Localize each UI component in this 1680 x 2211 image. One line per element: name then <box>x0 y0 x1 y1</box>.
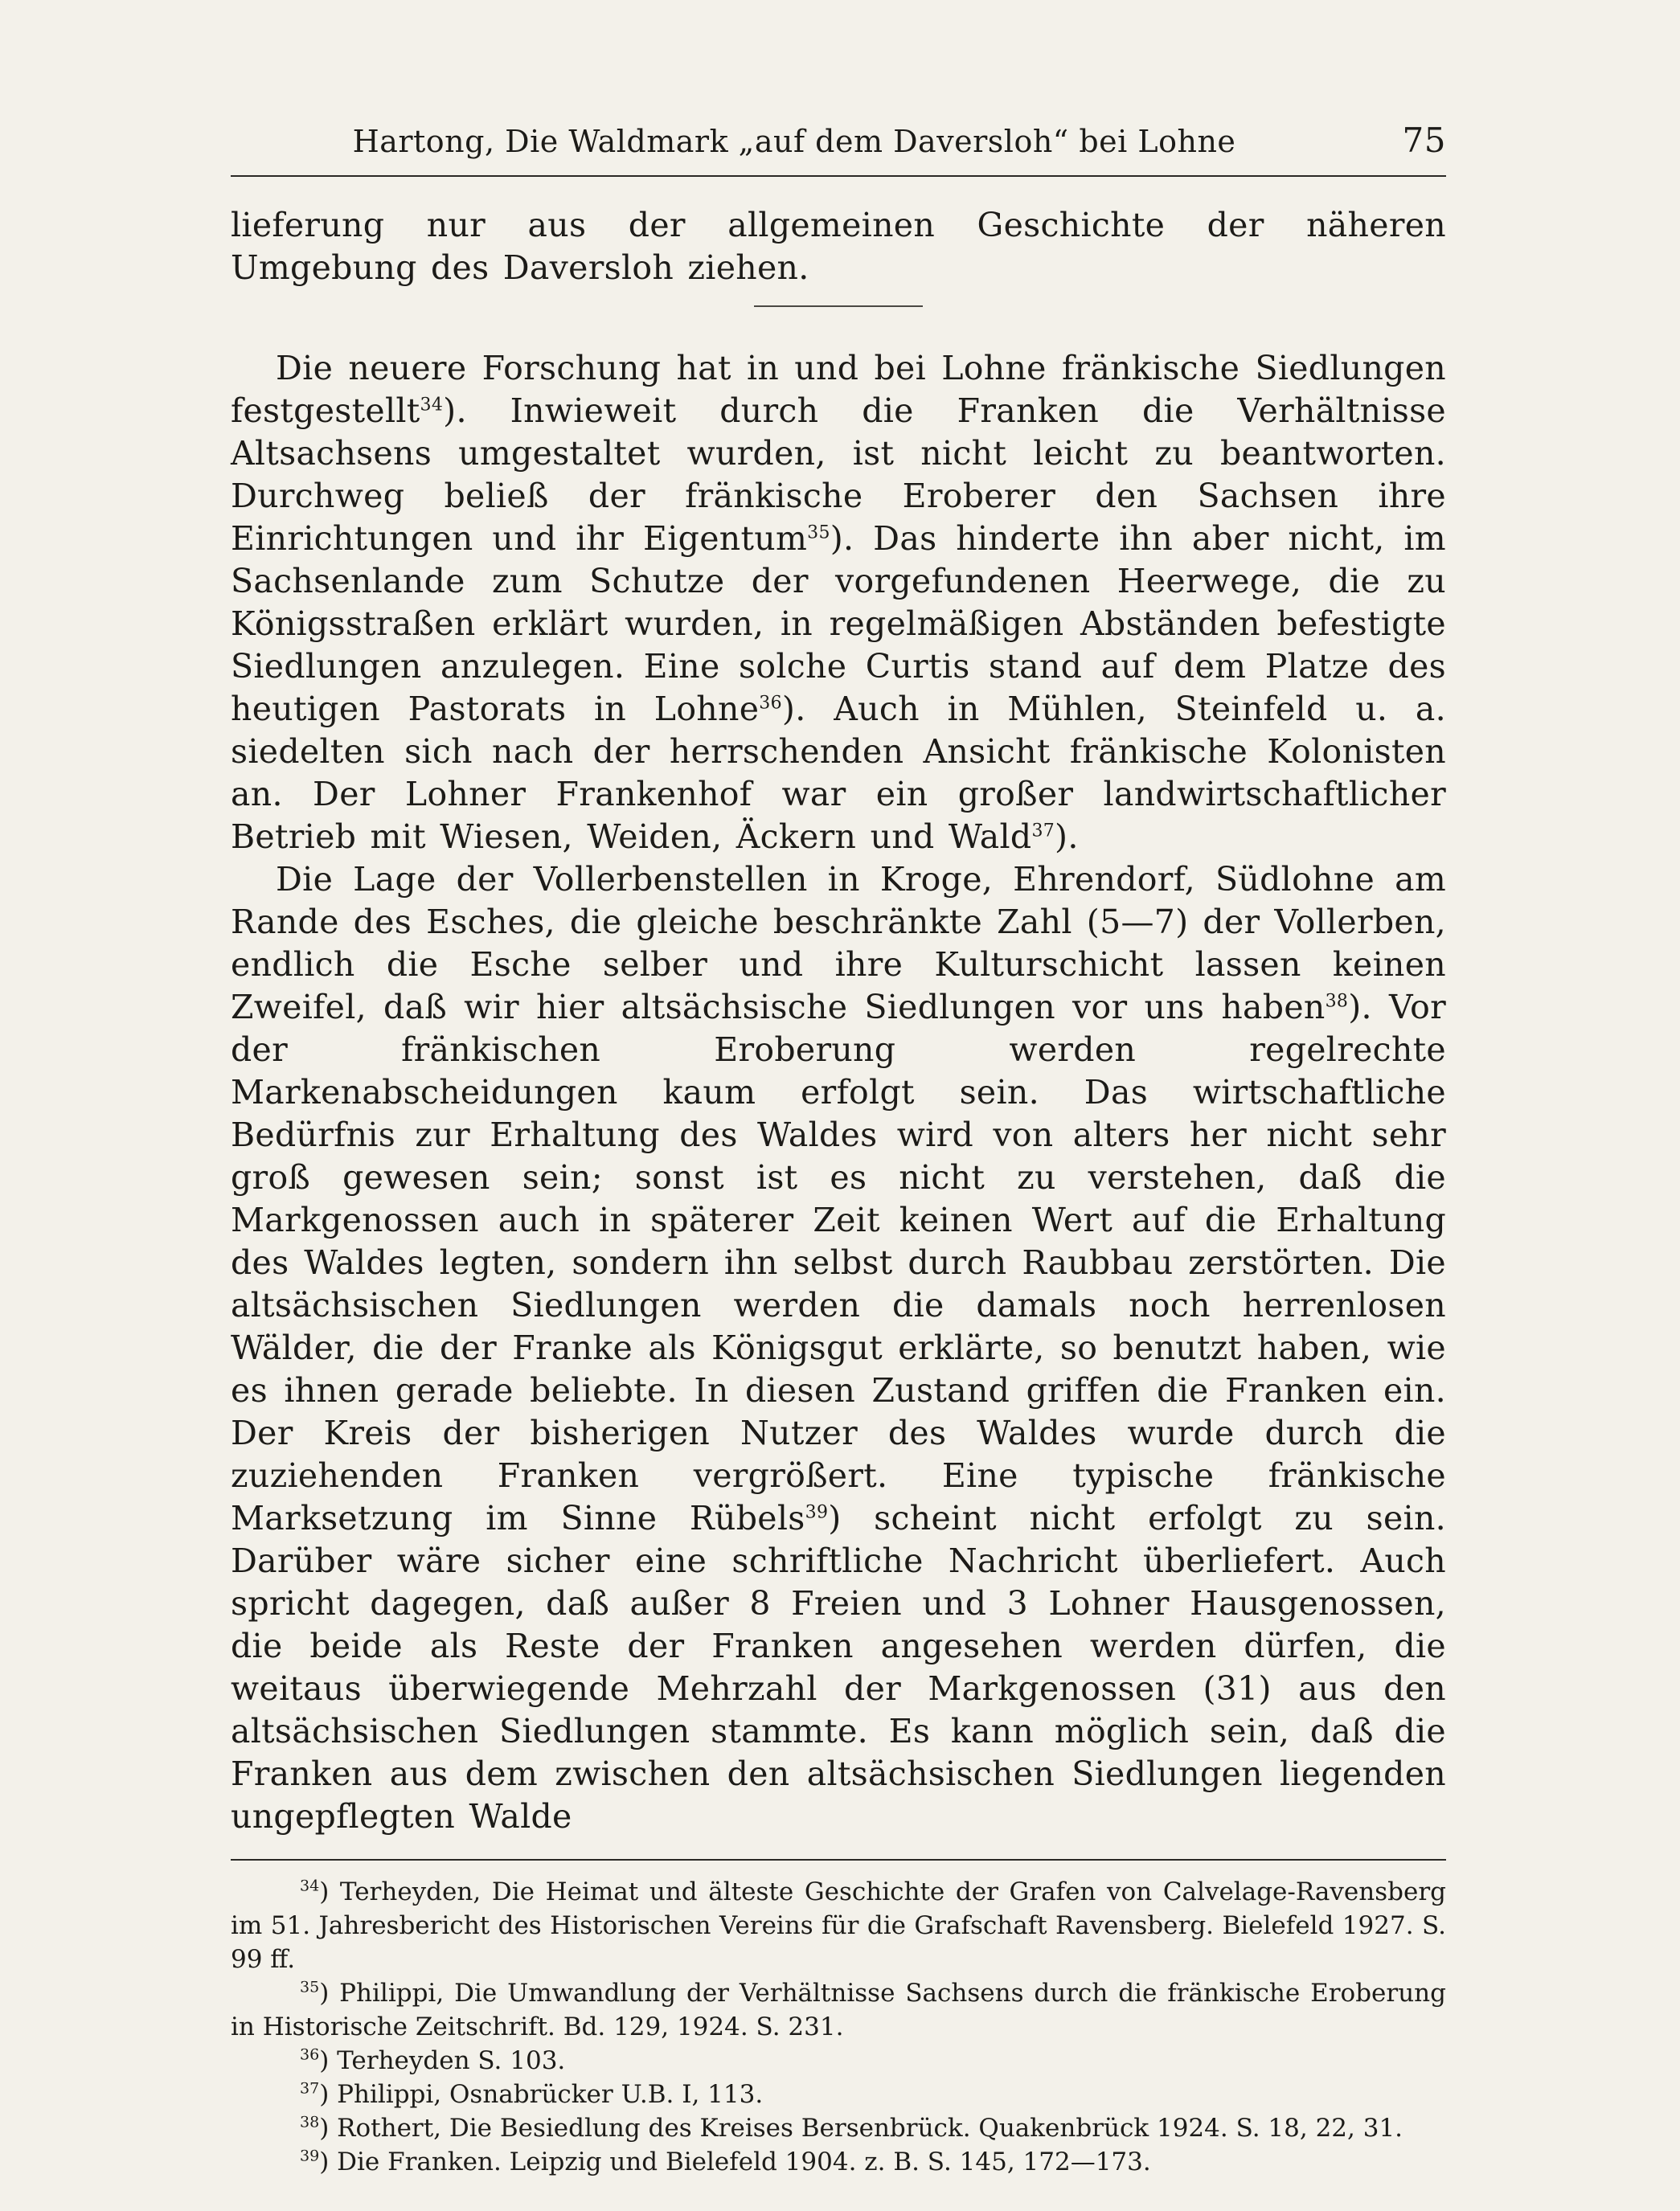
p1-text-d: ). Auch in Mühlen, Steinfeld u. a. siedelten sich nach der herrschenden Ansicht fränkische Kolonisten an. Der Lohner Frankenhof war ein großer landwirtschaftlicher Betrieb mit Wiesen, Weiden, Äckern und Wald <box>231 690 1447 856</box>
paragraph-frankish-settlements <box>231 347 1446 858</box>
footnote-number: 38 <box>300 2113 320 2131</box>
p2-text-a: Die Lage der Vollerbenstellen in Kroge, Ehrendorf, Südlohne am Rande des Esches, die gleiche beschränkte Zahl (5—7) der Vollerben, endlich die Esche selber und ihre Kulturschicht lassen keinen Zweifel, daß wir hier altsächsische Siedlungen vor uns haben <box>231 860 1446 1026</box>
p1-text-e: ). <box>1055 817 1079 856</box>
footnote-number: 36 <box>300 2045 320 2064</box>
footnote-number: 34 <box>300 1877 320 1895</box>
footnote-ref-37[interactable]: 37 <box>1031 821 1055 841</box>
footnote-34 <box>231 1875 1446 1976</box>
footnotes <box>231 1875 1446 2179</box>
footnote-text: ) Philippi, Die Umwandlung der Verhältnisse Sachsens durch die fränkische Eroberung in Historische Zeitschrift. Bd. 129, 1924. S. 231. <box>231 1979 1446 2041</box>
footnote-36 <box>231 2044 1446 2078</box>
footnote-38 <box>231 2111 1446 2145</box>
footnote-ref-34[interactable]: 34 <box>420 395 444 416</box>
footnote-number: 39 <box>300 2147 320 2165</box>
footnote-number: 35 <box>300 1978 320 1996</box>
footnote-39 <box>231 2145 1446 2179</box>
running-head <box>231 121 1446 169</box>
footnote-ref-39[interactable]: 39 <box>805 1502 829 1523</box>
footnote-text: ) Terheyden S. 103. <box>319 2046 566 2075</box>
section-separator <box>754 305 923 307</box>
footnote-rule <box>231 1859 1446 1861</box>
footnote-text: ) Terheyden, Die Heimat und älteste Geschichte der Grafen von Calvelage-Ravensberg im 51. Jahresbericht des Historischen Vereins für die Grafschaft Ravensberg. Bielefeld 1927. S. 99 ff. <box>231 1877 1446 1974</box>
footnote-number: 37 <box>300 2079 320 2098</box>
footnote-ref-36[interactable]: 36 <box>759 693 782 714</box>
paragraph-old-saxon-settlements <box>231 858 1446 1838</box>
p1-text-a: Die neuere Forschung hat in und bei Lohne fränkische Siedlungen festgestellt <box>231 349 1446 430</box>
page-number: 75 <box>1402 121 1446 160</box>
footnote-text: ) Die Franken. Leipzig und Bielefeld 1904. z. B. S. 145, 172—173. <box>319 2148 1151 2176</box>
paragraph-continuation: lieferung nur aus der allgemeinen Geschichte der näheren Umgebung des Daversloh ziehen. <box>231 206 1446 287</box>
header-rule <box>231 175 1446 177</box>
p1-text-c: ). Das hinderte ihn aber nicht, im Sachsenlande zum Schutze der vorgefundenen Heerwege, die zu Königsstraßen erklärt wurden, in regelmäßigen Abständen befestigte Siedlungen anzulegen. Eine solche Curtis stand auf dem Platze des heutigen Pastorats in Lohne <box>231 519 1446 728</box>
footnote-35 <box>231 1976 1446 2044</box>
footnote-37 <box>231 2078 1446 2111</box>
p2-text-b: ). Vor der fränkischen Eroberung werden regelrechte Markenabscheidungen kaum erfolgt sein. Das wirtschaftliche Bedürfnis zur Erhaltung des Waldes wird von alters her nicht sehr groß gewesen sein; sonst ist es nicht zu verstehen, daß die Markgenossen auch in späterer Zeit keinen Wert auf die Erhaltung des Waldes legten, sondern ihn selbst durch Raubbau zerstörten. Die altsächsischen Siedlungen werden die damals noch herrenlosen Wälder, die der Franke als Königsgut erklärte, so benutzt haben, wie es ihnen gerade beliebte. In diesen Zustand griffen die Franken ein. Der Kreis der bisherigen Nutzer des Waldes wurde durch die zuziehenden Franken vergrößert. Eine typische fränkische Marksetzung im Sinne Rübels <box>231 988 1447 1537</box>
footnote-ref-38[interactable]: 38 <box>1325 991 1349 1012</box>
p1-text-b: ). Inwieweit durch die Franken die Verhältnisse Altsachsens umgestaltet wurden, ist nicht leicht zu beantworten. Durchweg beließ der fränkische Eroberer den Sachsen ihre Einrichtungen und ihr Eigentum <box>231 391 1446 558</box>
footnote-text: ) Philippi, Osnabrücker U.B. I, 113. <box>319 2080 764 2109</box>
document-page <box>231 121 1446 2179</box>
footnote-text: ) Rothert, Die Besiedlung des Kreises Bersenbrück. Quakenbrück 1924. S. 18, 22, 31. <box>319 2114 1403 2143</box>
p2-text-c: ) scheint nicht erfolgt zu sein. Darüber wäre sicher eine schriftliche Nachricht überliefert. Auch spricht dagegen, daß außer 8 Freien und 3 Lohner Hausgenossen, die beide als Reste der Franken angesehen werden dürfen, die weitaus überwiegende Mehrzahl der Markgenossen (31) aus den altsächsischen Siedlungen stammte. Es kann möglich sein, daß die Franken aus dem zwischen den altsächsischen Siedlungen liegenden ungepflegten Walde <box>231 1499 1446 1836</box>
running-title: Hartong, Die Waldmark „auf dem Daversloh“ bei Lohne <box>352 124 1236 159</box>
footnote-ref-35[interactable]: 35 <box>807 522 830 543</box>
